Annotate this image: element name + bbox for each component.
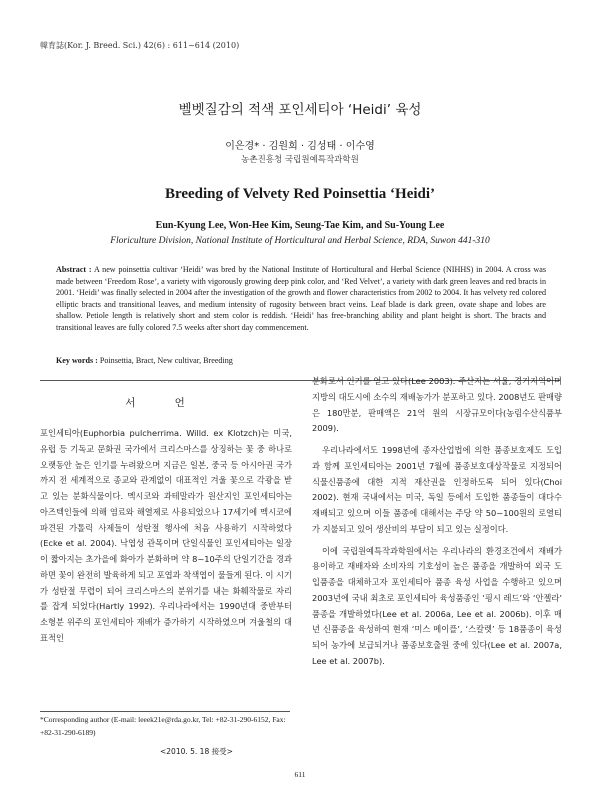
footnote-rule — [40, 711, 290, 712]
paragraph: 포인세티아(Euphorbia pulcherrima. Willd. ex Klotzch)는 미국, 유럽 등 기독교 문화권 국가에서 크리스마스를 상징하는 꽃 중 하나로 오랫동안 높은 인기를 누려왔으며 지금은 일본, 중국 등 아시아권 국가까지 전 세계적으로 종교와 관계없이 대표적인 겨울 꽃으로 각광을 받고 있는 분화식물이다. 멕시코와 과테말라가 원산지인 포인세티아는 아즈텍인들에 의해 염료와 해열제로 사용되었으나 17세기에 멕시코에 파견된 가톨릭 사제들이 성탄절 행사에 처음 사용하기 시작하였다(Ecke et al. 2004). 낙엽성 관목이며 단일식물인 포인세티아는 일장이 짧아지는 초가을에 화아가 분화하며 약 8~10주의 단일기간을 경과하면 꽃이 완전히 발육하게 되고 포엽과 착색엽이 물들게 된다. 이 시기가 성탄절 무렵이 되어 크리스마스의 분위기를 내는 화훼작물로 자리를 잡게 되었다(Hartly 1992). 우리나라에서는 1990년대 중반부터 소형분 위주의 포인세티아 재배가 증가하기 시작하였으며 겨울철의 대표적인 — [40, 428, 292, 643]
english-title: Breeding of Velvety Red Poinsettia ‘Heidi’ — [164, 186, 436, 202]
right-column — [312, 374, 562, 670]
received-date: <2010. 5. 18 接受> — [160, 747, 233, 756]
abstract-label: Abstract : — [56, 265, 92, 274]
page-number: 611 — [294, 770, 306, 779]
korean-title: 벨벳질감의 적색 포인세티아 ‘Heidi’ 육성 — [178, 102, 422, 118]
abstract — [56, 264, 546, 334]
korean-affiliation: 농촌진흥청 국립원예특작과학원 — [241, 155, 359, 165]
english-affiliation: Floriculture Division, National Institute of Horticultural and Herbal Science, RDA, Suwon 441-310 — [110, 236, 490, 246]
paragraph: 이에 국립원예특작과학원에서는 우리나라의 환경조건에서 재배가 용이하고 재배자와 소비자의 기호성이 높은 품종을 개발하여 외국 도입품종을 대체하고자 포인세티아 품종 육성 사업을 수행하고 있으며 2003년에 국내 최초로 포인세티아 육성품종인 ‘핑시 레드’와 ‘안젤라’ 품종을 개발하였다(Lee et al. 2006a, Lee et al. 2006b). 이후 매년 신품종을 육성하여 현재 ‘미스 메이플’, ‘스칼렛’ 등 18품종이 육성되어 농가에 보급되거나 품종보호출원 중에 있다(Lee et al. 2007a, Lee et al. 2007b). — [312, 545, 562, 666]
english-authors: Eun-Kyung Lee, Won-Hee Kim, Seung-Tae Kim, and Su-Young Lee — [155, 220, 445, 231]
abstract-text: A new poinsettia cultivar ‘Heidi’ was bred by the National Institute of Horticultural and Herbal Science (NIHHS) in 2004. A cross was made between ‘Freedom Rose’, a variety with vigorously growing deep pink color, and ‘Red Velvet’, a variety with dark green leaves and red bracts in 2001. ‘Heidi’ was finally selected in 2004 after the investigation of the growth and flower characteristics from 2002 to 2004. It has velvety red colored elliptic bracts and transitional leaves, and medium intensity of rugosity between bract veins. Leaf blade is dark green, ovate shape and lobes are shallow. Petiole length is relatively short and stem color is reddish. ‘Heidi’ has free-branching ability and plant height is short. The bracts and transitional leaves are fully colored 7.5 weeks after short day commencement. — [56, 265, 547, 332]
journal-header: 韓育誌(Kor. J. Breed. Sci.) 42(6) : 611~614 (2010) — [40, 41, 240, 50]
korean-authors: 이은경* · 김원희 · 김성태 · 이수영 — [225, 141, 375, 152]
keywords — [56, 356, 546, 365]
section-title-introduction: 서 언 — [125, 397, 203, 409]
keywords-text: Poinsettia, Bract, New cultivar, Breeding — [99, 356, 233, 365]
paragraph: 분화로서 인기를 얻고 있다(Lee 2003). 주산지는 서울, 경기지역이며 지방의 대도시에 소수의 재배농가가 분포하고 있다. 2008년도 판매량은 180만분, 판매액은 21억 원의 시장규모이다(농림수산식품부 2009). — [312, 376, 562, 434]
left-column — [40, 426, 292, 647]
corresponding-author-footnote: *Corresponding author (E-mail: leeek21e@rda.go.kr, Tel: +82-31-290-6152, Fax: +82-31-290-6189) — [40, 715, 286, 737]
keywords-label: Key words : — [56, 356, 98, 365]
paragraph: 우리나라에서도 1998년에 종자산업법에 의한 품종보호제도 도입과 함께 포인세티아는 2001년 7월에 품종보호대상작물로 지정되어 식물신품종에 대한 지적 재산권을 인정하도록 되어 있다(Choi 2002). 현재 국내에서는 미국, 독일 등에서 도입한 품종들이 대다수 재배되고 있으며 이들 품종에 대해서는 주당 약 50~100원의 로열티가 지불되고 있어 생산비의 부담이 되고 있는 실정이다. — [312, 445, 562, 534]
